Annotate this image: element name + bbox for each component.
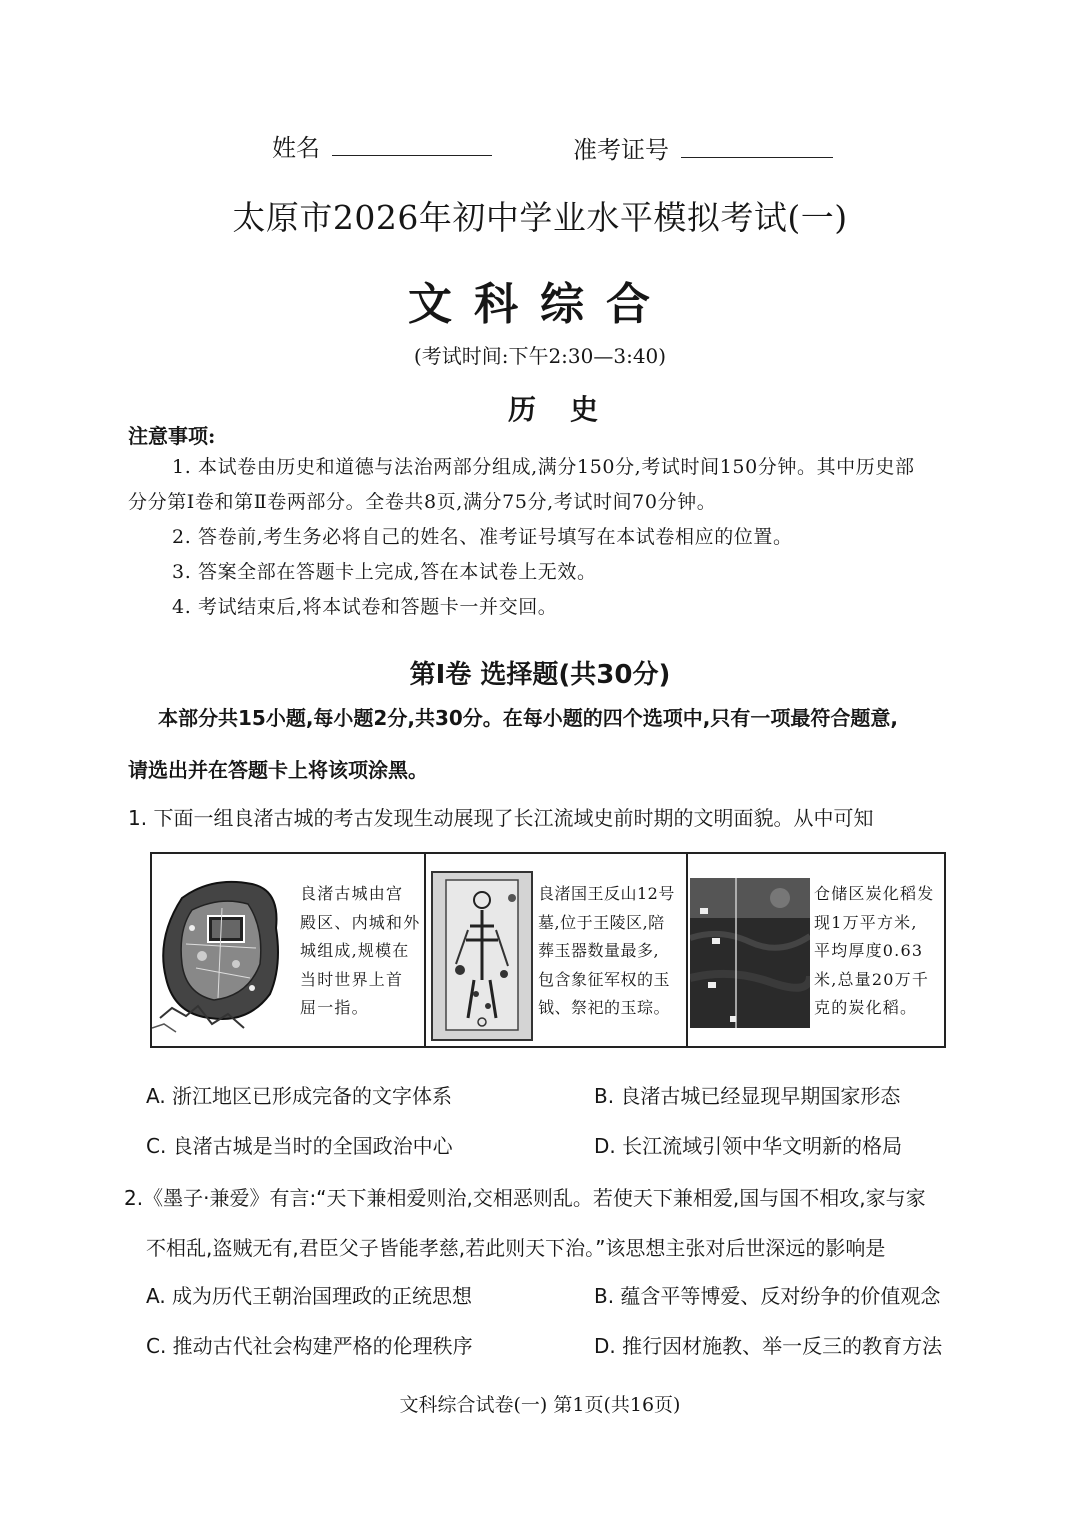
name-field-line	[272, 128, 492, 163]
subject-title: 文科综合	[408, 279, 672, 330]
notice-item: 3. 答案全部在答题卡上完成,答在本试卷上无效。	[172, 561, 597, 583]
question-stem: 2.《墨子·兼爱》有言:“天下兼相爱则治,交相恶则乱。若使天下兼相爱,国与国不相攻,家与家	[124, 1186, 926, 1210]
notice-item: 1. 本试卷由历史和道德与法治两部分组成,满分150分,考试时间150分钟。其中历史部	[172, 456, 915, 478]
answer-option[interactable]: C. 良渚古城是当时的全国政治中心	[146, 1134, 453, 1158]
tomb-drawing-image	[430, 870, 534, 1042]
answer-option[interactable]: C. 推动古代社会构建严格的伦理秩序	[146, 1334, 473, 1358]
answer-option[interactable]: D. 长江流域引领中华文明新的格局	[594, 1134, 903, 1158]
part1-instruction: 请选出并在答题卡上将该项涂黑。	[128, 758, 428, 782]
notice-item: 分分第Ⅰ卷和第Ⅱ卷两部分。全卷共8页,满分75分,考试时间70分钟。	[128, 491, 717, 513]
figure-caption: 仓储区炭化稻发 现1万平方米, 平均厚度0.63 米,总量20万千 克的炭化稻。	[814, 884, 935, 1017]
notice-title: 注意事项:	[128, 424, 216, 448]
name-blank	[332, 135, 492, 156]
part1-instruction: 本部分共15小题,每小题2分,共30分。在每小题的四个选项中,只有一项最符合题意,	[158, 706, 898, 730]
question-stem: 1. 下面一组良渚古城的考古发现生动展现了长江流域史前时期的文明面貌。从中可知	[128, 806, 874, 830]
question-stem: 不相乱,盗贼无有,君臣父子皆能孝慈,若此则天下治。”该思想主张对后世深远的影响是	[146, 1236, 886, 1260]
question-figure	[150, 852, 946, 1048]
carbonized-rice-photo-image	[690, 878, 810, 1028]
part1-title: 第Ⅰ卷 选择题(共30分)	[409, 660, 671, 690]
exam-title: 太原市2026年初中学业水平模拟考试(一)	[232, 198, 848, 237]
ticket-field-line	[573, 130, 833, 165]
answer-option[interactable]: A. 成为历代王朝治国理政的正统思想	[146, 1284, 473, 1308]
section-title: 历史	[507, 393, 632, 426]
figure-caption: 良渚国王反山12号 墓,位于王陵区,陪 葬玉器数量最多, 包含象征军权的玉 钺、祭祀的玉琮。	[538, 884, 675, 1017]
figure-panel	[686, 854, 944, 1046]
ticket-label: 准考证号	[573, 136, 669, 164]
exam-time: (考试时间:下午2:30—3:40)	[413, 344, 667, 368]
answer-option[interactable]: D. 推行因材施教、举一反三的教育方法	[594, 1334, 943, 1358]
answer-option[interactable]: B. 良渚古城已经显现早期国家形态	[594, 1084, 901, 1108]
page-footer: 文科综合试卷(一) 第1页(共16页)	[399, 1394, 681, 1416]
notice-item: 4. 考试结束后,将本试卷和答题卡一并交回。	[172, 596, 558, 618]
figure-panel	[152, 854, 424, 1046]
notice-item: 2. 答卷前,考生务必将自己的姓名、准考证号填写在本试卷相应的位置。	[172, 526, 793, 548]
answer-option[interactable]: A. 浙江地区已形成完备的文字体系	[146, 1084, 453, 1108]
liangzhu-city-map-image	[152, 868, 302, 1038]
name-label: 姓名	[272, 134, 320, 162]
figure-caption: 良渚古城由宫 殿区、内城和外 城组成,规模在 当时世界上首 屈一指。	[300, 884, 421, 1017]
answer-option[interactable]: B. 蕴含平等博爱、反对纷争的价值观念	[594, 1284, 941, 1308]
ticket-blank	[681, 137, 833, 158]
figure-panel	[424, 854, 686, 1046]
